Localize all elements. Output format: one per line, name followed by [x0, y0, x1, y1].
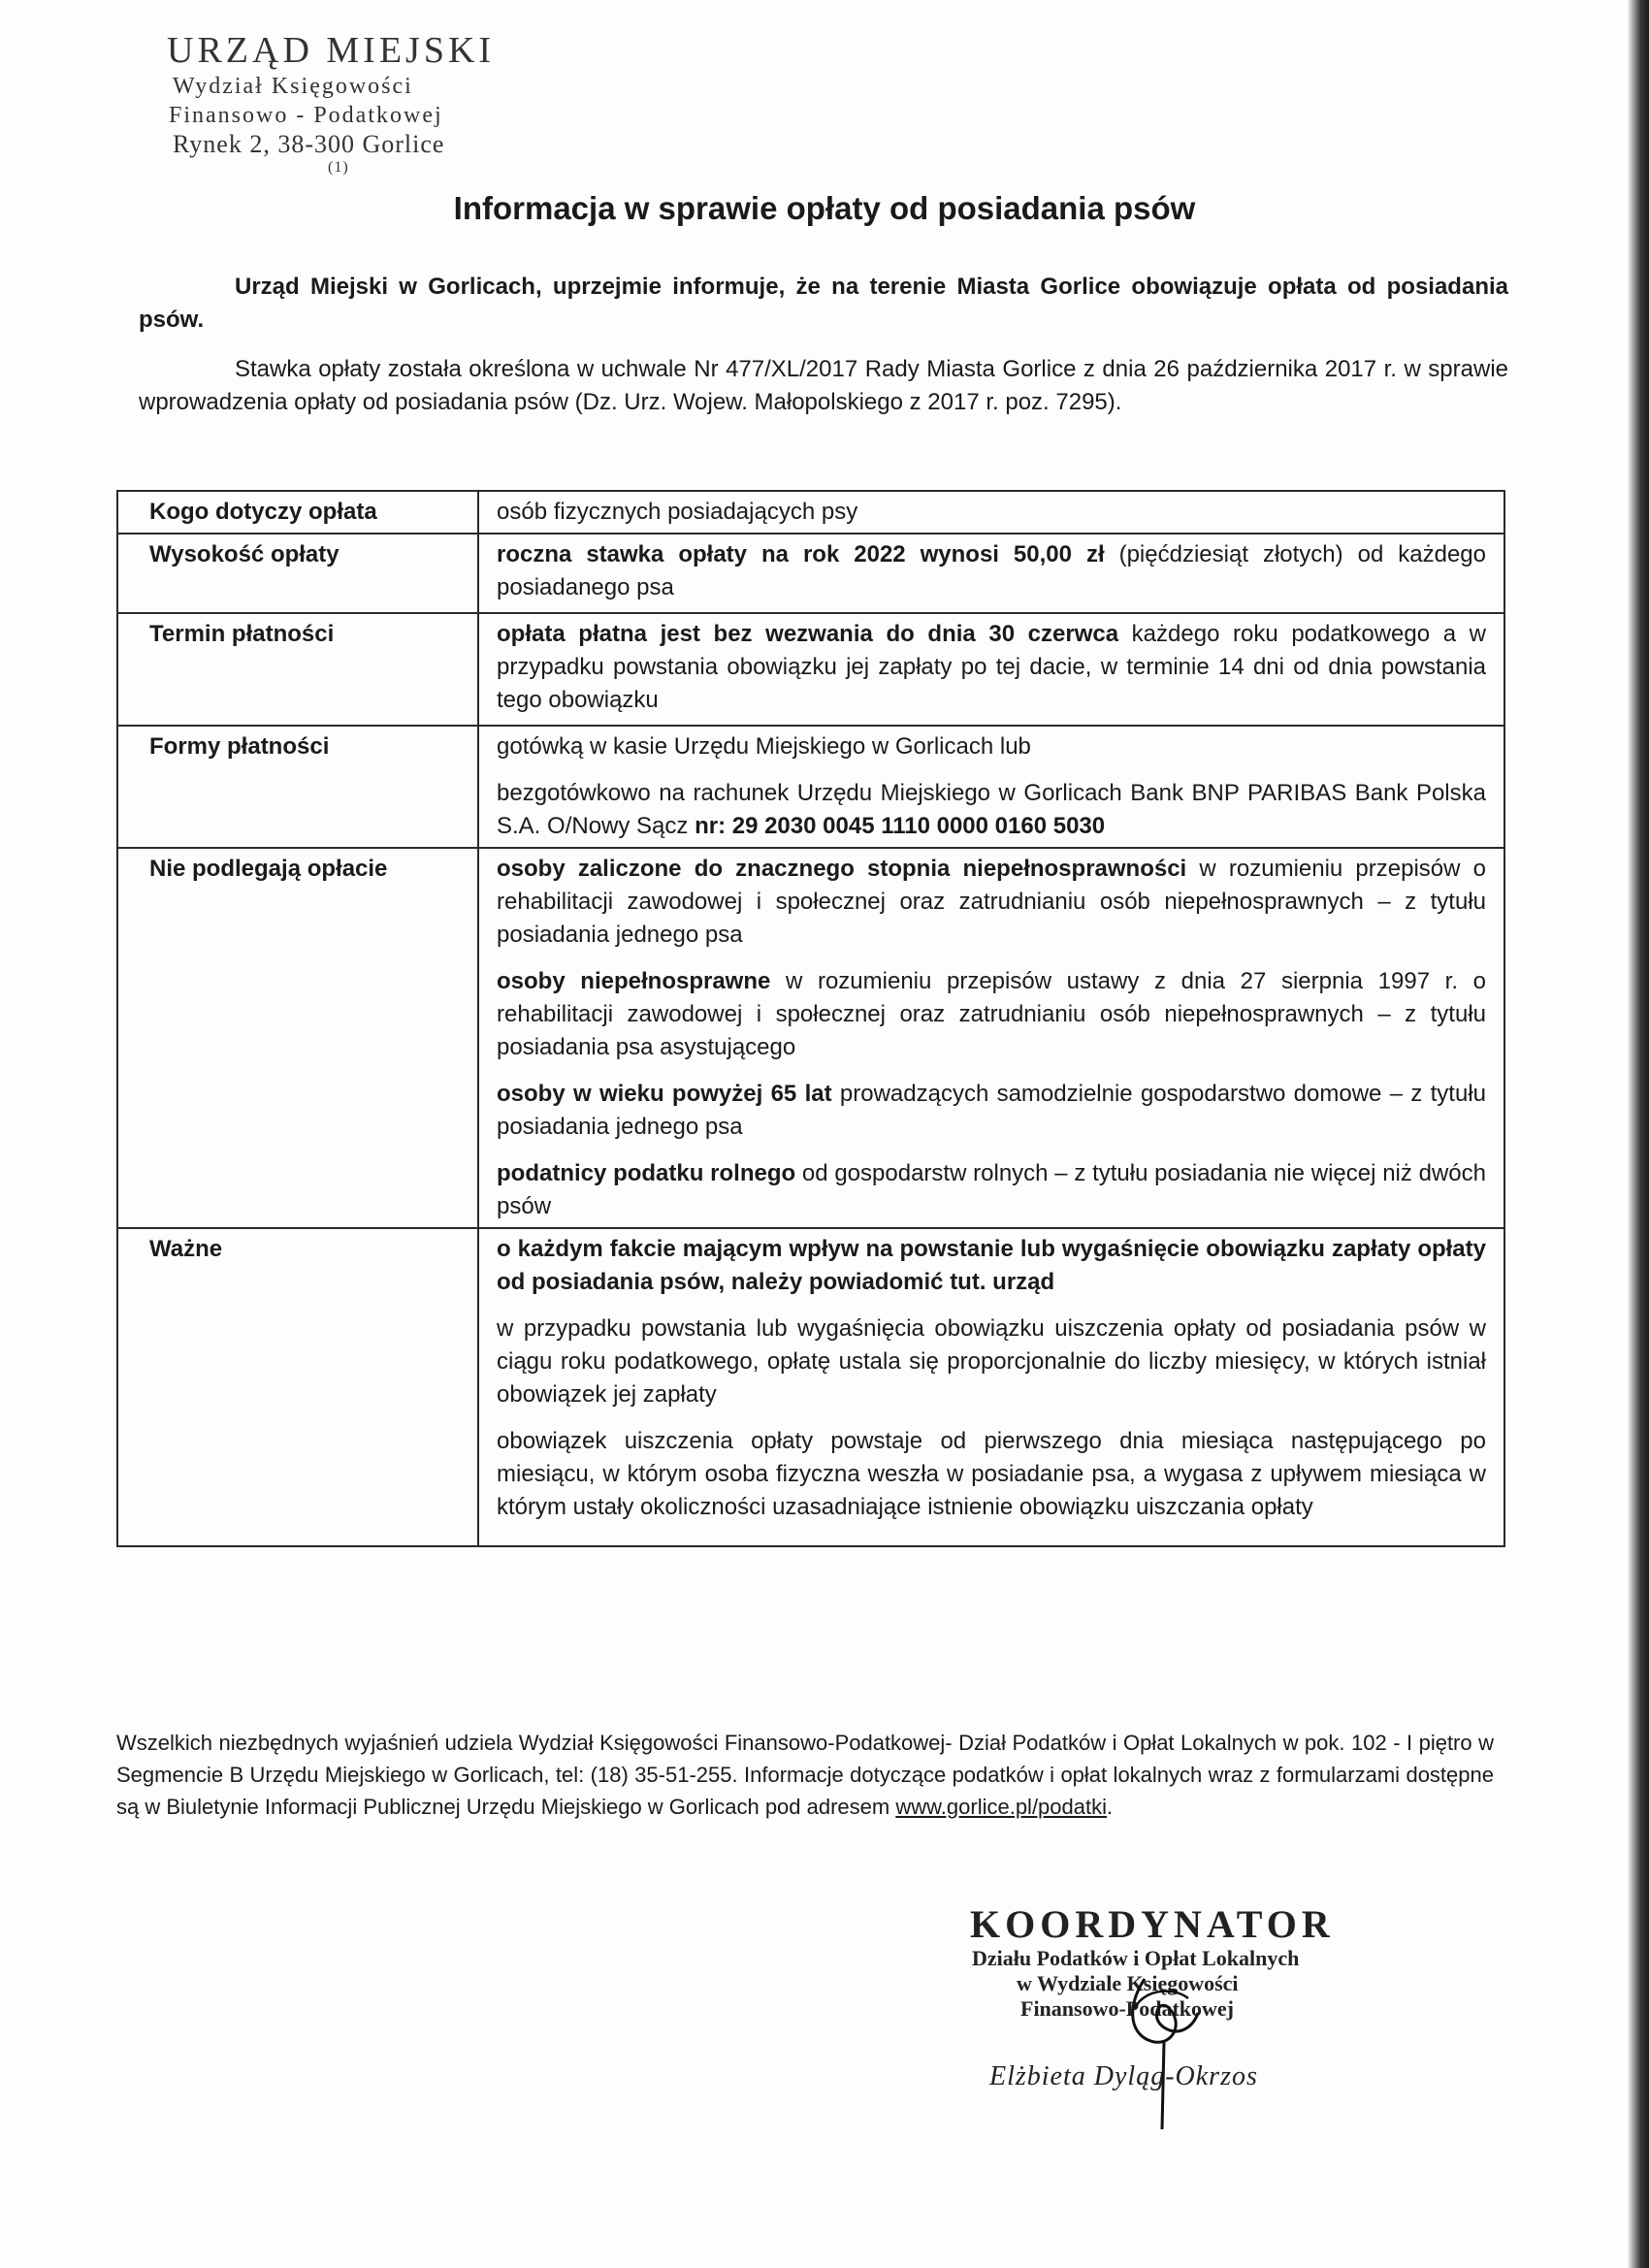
- intro-paragraph-2: Stawka opłaty została określona w uchwale Nr 477/XL/2017 Rady Miasta Gorlice z dnia 26 października 2017 r. w sprawie wprowadzenia opłaty od posiadania psów (Dz. Urz. Wojew. Małopolskiego z 2017 r. poz. 7295).: [139, 356, 1508, 415]
- table-row: [117, 613, 1504, 726]
- exemption-1: [497, 853, 1486, 952]
- row-value: [478, 848, 1504, 1228]
- intro-paragraph-1: Urząd Miejski w Gorlicach, uprzejmie informuje, że na terenie Miasta Gorlice obowiązuje opłata od posiadania psów.: [139, 274, 1508, 333]
- table-row: [117, 534, 1504, 613]
- exemption-4-rest: od gospodarstw rolnych – z tytułu posiadania nie więcej niż dwóch psów: [497, 1160, 1486, 1219]
- stamp-line-1: URZĄD MIEJSKI: [167, 30, 496, 71]
- stamp-line-4: Rynek 2, 38-300 Gorlice: [173, 130, 445, 158]
- payment-transfer: [497, 777, 1486, 843]
- exemption-2: [497, 965, 1486, 1064]
- payment-transfer-text: bezgotówkowo na rachunek Urzędu Miejskiego w Gorlicach Bank BNP PARIBAS Bank Polska S.A. O/Nowy Sącz: [497, 780, 1486, 839]
- row-value: [478, 726, 1504, 848]
- row-label: Formy płatności: [117, 726, 478, 848]
- row-label: Nie podlegają opłacie: [117, 848, 478, 1228]
- exemption-3-bold: osoby w wieku powyżej 65 lat: [497, 1081, 832, 1107]
- footer-link[interactable]: www.gorlice.pl/podatki: [895, 1795, 1108, 1819]
- row-value: [478, 491, 1504, 534]
- stamp-line-2: Wydział Księgowości: [173, 74, 413, 99]
- table-row: [117, 848, 1504, 1228]
- exemption-1-rest: w rozumieniu przepisów o rehabilitacji zawodowej i społecznej oraz zatrudnianiu osób niepełnosprawnych – z tytułu posiadania jednego psa: [497, 856, 1486, 948]
- row-label: Kogo dotyczy opłata: [117, 491, 478, 534]
- office-stamp: [163, 29, 570, 177]
- table-row: [117, 491, 1504, 534]
- footer-end: .: [1107, 1795, 1114, 1819]
- table-row: [117, 1228, 1504, 1546]
- account-number: nr: 29 2030 0045 1110 0000 0160 5030: [695, 813, 1106, 839]
- stamp-line-5: (1): [328, 159, 349, 176]
- signatory-name: Elżbieta Dyląg-Okrzos: [989, 2061, 1258, 2091]
- rate-rest: (pięćdziesiąt złotych) od każdego posiadanego psa: [497, 541, 1486, 600]
- payment-cash: gotówką w kasie Urzędu Miejskiego w Gorlicach lub: [497, 733, 1031, 760]
- exemption-2-rest: w rozumieniu przepisów ustawy z dnia 27 sierpnia 1997 r. o rehabilitacji zawodowej i społecznej oraz zatrudnianiu osób niepełnosprawnych – z tytułu posiadania psa asystującego: [497, 968, 1487, 1060]
- signature-line-1: KOORDYNATOR: [970, 1902, 1335, 1946]
- table-row: [117, 726, 1504, 848]
- row-value: [478, 613, 1504, 726]
- row-label: Ważne: [117, 1228, 478, 1546]
- deadline-bold: opłata płatna jest bez wezwania do dnia 30 czerwca: [497, 621, 1119, 647]
- rate-bold: roczna stawka opłaty na rok 2022 wynosi 50,00 zł: [497, 541, 1105, 567]
- footer-text: Wszelkich niezbędnych wyjaśnień udziela Wydział Księgowości Finansowo-Podatkowej- Dział Podatków i Opłat Lokalnych w pok. 102 - I piętro w Segmencie B Urzędu Miejskiego w Gorlicach, tel: (18) 35-51-255. Informacje dotyczące podatków i opłat lokalnych wraz z formularzami dostępne są w Biuletynie Informacji Publicznej Urzędu Miejskiego w Gorlicach pod adresem: [116, 1731, 1494, 1819]
- important-3: obowiązek uiszczenia opłaty powstaje od pierwszego dnia miesiąca następującego po miesiącu, w którym osoba fizyczna weszła w posiadanie psa, a wygasa z upływem miesiąca w którym ustały okoliczności uzasadniające istnienie obowiązku uiszczania opłaty: [497, 1428, 1486, 1520]
- document-title: Informacja w sprawie opłaty od posiadania psów: [453, 190, 1196, 226]
- signature-line-3: w Wydziale Księgowości: [1017, 1971, 1239, 1995]
- row-value: [478, 1228, 1504, 1546]
- exemption-4-bold: podatnicy podatku rolnego: [497, 1160, 796, 1186]
- handwritten-signature-icon: [1116, 1969, 1212, 2134]
- footer-info: [116, 1727, 1494, 1823]
- exemption-2-bold: osoby niepełnosprawne: [497, 968, 771, 994]
- exemption-3-rest: prowadzących samodzielnie gospodarstwo domowe – z tytułu posiadania jednego psa: [497, 1081, 1486, 1140]
- deadline-rest: każdego roku podatkowego a w przypadku powstania obowiązku jej zapłaty po tej dacie, w terminie 14 dni od dnia powstania tego obowiązku: [497, 621, 1487, 713]
- important-2: w przypadku powstania lub wygaśnięcia obowiązku uiszczenia opłaty od posiadania psów w ciągu roku podatkowego, opłatę ustala się proporcjonalnie do liczby miesięcy, w których istniał obowiązek jej zapłaty: [497, 1315, 1486, 1408]
- signature-line-2: Działu Podatków i Opłat Lokalnych: [972, 1946, 1300, 1970]
- scan-edge: [1628, 0, 1649, 2268]
- fee-info-table: [116, 490, 1505, 1547]
- exemption-1-bold: osoby zaliczone do znacznego stopnia niepełnosprawności: [497, 856, 1187, 882]
- signature-line-4: Finansowo-Podatkowej: [1020, 1996, 1235, 2021]
- exemption-3: [497, 1078, 1486, 1144]
- row-text: osób fizycznych posiadających psy: [497, 499, 858, 525]
- exemption-4: [497, 1157, 1486, 1223]
- stamp-line-3: Finansowo - Podatkowej: [169, 103, 443, 128]
- row-label: Wysokość opłaty: [117, 534, 478, 613]
- important-1: o każdym fakcie mającym wpływ na powstanie lub wygaśnięcie obowiązku zapłaty opłaty od posiadania psów, należy powiadomić tut. urząd: [497, 1236, 1486, 1295]
- row-value: [478, 534, 1504, 613]
- row-label: Termin płatności: [117, 613, 478, 726]
